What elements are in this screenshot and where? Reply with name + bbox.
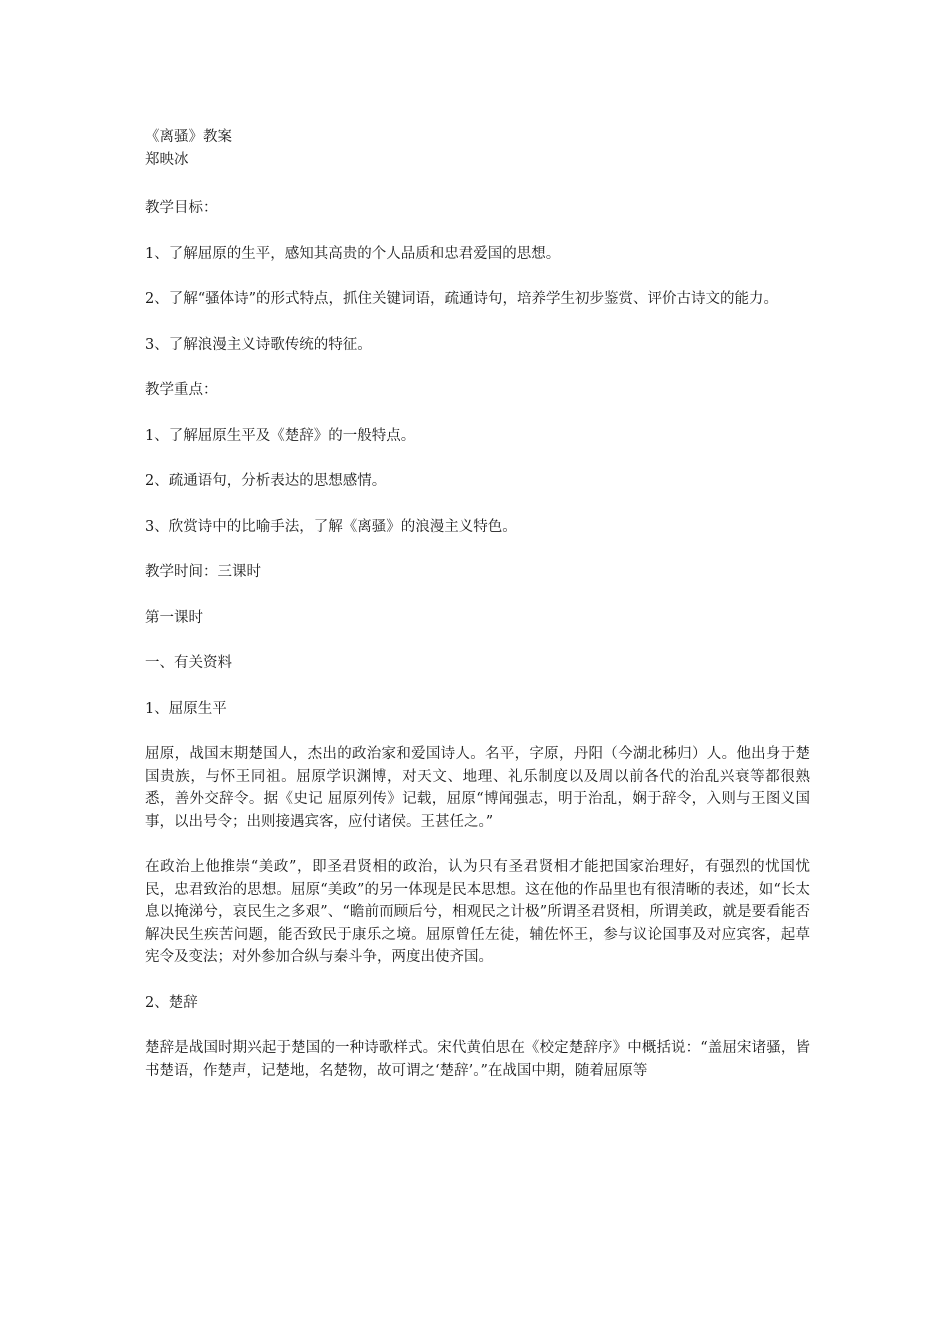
chuci-paragraph: 楚辞是战国时期兴起于楚国的一种诗歌样式。宋代黄伯思在《校定楚辞序》中概括说：“盖屈宋诸骚，皆书楚语，作楚声，记楚地，名楚物，故可谓之‘楚辞’。”在战国中期，随着屈原等 <box>145 1040 810 1079</box>
goals-heading: 教学目标： <box>145 200 218 216</box>
key-heading: 教学重点： <box>145 382 218 398</box>
biography-paragraph-2: 在政治上他推崇“美政”，即圣君贤相的政治，认为只有圣君贤相才能把国家治理好，有强烈的忧国忧民，忠君致治的思想。屈原“美政”的另一体现是民本思想。这在他的作品里也有很清晰的表述，如“长太息以掩涕兮，哀民生之多艰”、“瞻前而顾后兮，相观民之计极”所谓圣君贤相，所谓美政，就是要看能否解决民生疾苦问题，能否致民于康乐之境。屈原曾任左徒，辅佐怀王，参与议论国事及对应宾客，起草宪令及变法；对外参加合纵与秦斗争，两度出使齐国。 <box>145 859 810 965</box>
doc-author: 郑映冰 <box>145 151 189 168</box>
subsection-heading-biography: 1、屈原生平 <box>145 700 227 717</box>
key-item-1: 1、了解屈原生平及《楚辞》的一般特点。 <box>145 427 416 444</box>
key-item-3: 3、欣赏诗中的比喻手法，了解《离骚》的浪漫主义特色。 <box>145 518 517 535</box>
section-heading: 一、有关资料 <box>145 655 232 671</box>
goal-item-1: 1、了解屈原的生平，感知其高贵的个人品质和忠君爱国的思想。 <box>145 245 561 262</box>
key-item-2: 2、疏通语句，分析表达的思想感情。 <box>145 473 387 489</box>
lesson-heading: 第一课时 <box>145 609 203 626</box>
doc-title: 《离骚》教案 <box>145 129 232 145</box>
goal-item-2: 2、了解“骚体诗”的形式特点，抓住关键词语，疏通诗句，培养学生初步鉴赏、评价古诗文的能力。 <box>145 291 779 307</box>
goal-item-3: 3、了解浪漫主义诗歌传统的特征。 <box>145 336 372 353</box>
teaching-time: 教学时间：三课时 <box>145 564 261 580</box>
biography-paragraph-1: 屈原，战国末期楚国人，杰出的政治家和爱国诗人。名平，字原，丹阳（今湖北秭归）人。他出身于楚国贵族，与怀王同祖。屈原学识渊博，对天文、地理、礼乐制度以及周以前各代的治乱兴衰等都很熟悉，善外交辞令。据《史记 屈原列传》记载，屈原“博闻强志，明于治乱，娴于辞令，入则与王图义国事，以出号令；出则接遇宾客，应付诸侯。王甚任之。” <box>145 746 810 830</box>
document-page <box>145 126 810 1082</box>
subsection-heading-chuci: 2、楚辞 <box>145 994 198 1011</box>
